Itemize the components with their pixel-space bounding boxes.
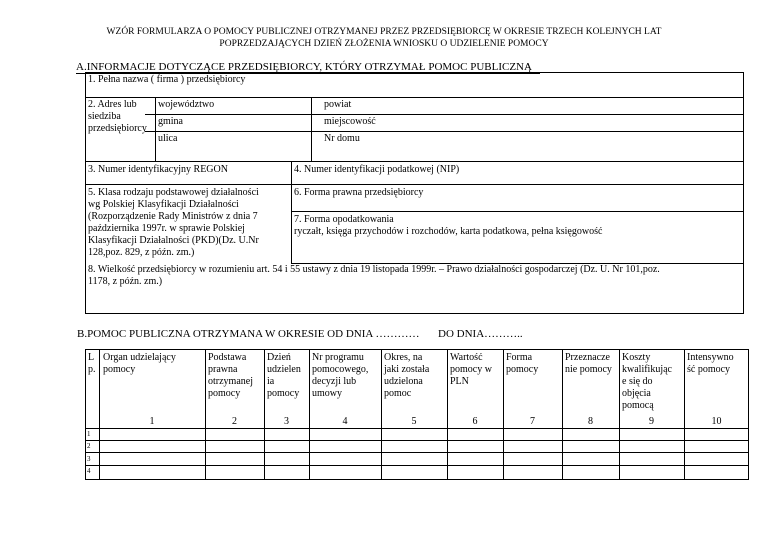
col-number: 7 [530, 416, 535, 427]
col-number: 10 [711, 416, 722, 427]
row-divider [85, 452, 749, 453]
field-nr-domu: Nr domu [324, 133, 360, 144]
col-divider [311, 97, 312, 161]
row-divider [85, 428, 749, 429]
row-divider [291, 211, 744, 212]
field-7-taxation: 7. Forma opodatkowania [294, 214, 394, 225]
row-divider [85, 161, 744, 162]
col-number: 6 [472, 416, 478, 427]
col-divider [562, 349, 563, 480]
col-divider [155, 97, 156, 161]
row-divider [145, 114, 744, 115]
col-divider [684, 349, 685, 480]
field-wojewodztwo: województwo [158, 99, 215, 110]
col-number: 5 [411, 416, 417, 427]
field-8-size: 1178, z późn. zm.) [88, 276, 163, 287]
col-divider [291, 161, 292, 263]
field-1-full-name: 1. Pełna nazwa ( firma ) przedsiębiorcy [88, 74, 246, 85]
field-8-size: 8. Wielkość przedsiębiorcy w rozumieniu art. 54 i 55 ustawy z dnia 19 listopada 1999r. – Prawo działalności gospodarczej (Dz. U. Nr 101,poz. [88, 264, 660, 275]
col-divider [264, 349, 265, 480]
field-5-pkd: Klasyfikacji Działalności (PKD)(Dz. U.Nr [88, 235, 259, 246]
row-number: 1 [87, 430, 91, 438]
col-divider [447, 349, 448, 480]
col-header-intensywnosc: Intensywno ść pomocy [687, 352, 734, 375]
row-number: 2 [87, 442, 91, 450]
row-number: 3 [87, 455, 91, 463]
col-number: 4 [342, 416, 348, 427]
field-ulica: ulica [158, 133, 178, 144]
col-header-podstawa: Podstawa prawna otrzymanej pomocy [208, 352, 253, 399]
field-5-pkd: 128,poz. 829, z późn. zm.) [88, 247, 195, 258]
row-divider [85, 465, 749, 466]
row-divider [145, 131, 744, 132]
row-divider [85, 97, 744, 98]
col-number: 2 [232, 416, 237, 427]
field-5-pkd: (Rozporządzenie Rady Ministrów z dnia 7 [88, 211, 258, 222]
field-4-nip: 4. Numer identyfikacji podatkowej (NIP) [294, 164, 460, 175]
col-divider [309, 349, 310, 480]
col-number: 9 [649, 416, 654, 427]
col-divider [205, 349, 206, 480]
col-header-przeznaczenie: Przeznacze nie pomocy [565, 352, 612, 375]
field-2-address-label: siedziba [88, 111, 121, 122]
row-divider [85, 184, 744, 185]
col-divider [503, 349, 504, 480]
col-divider [619, 349, 620, 480]
field-5-pkd: wg Polskiej Klasyfikacji Działalności [88, 199, 239, 210]
col-header-lp: L p. [88, 352, 96, 375]
col-number: 1 [149, 416, 155, 427]
col-header-wartosc: Wartość pomocy w PLN [450, 352, 492, 387]
form-title-line-1: WZÓR FORMULARZA O POMOCY PUBLICZNEJ OTRZYMANEJ PRZEZ PRZEDSIĘBIORCĘ W OKRESIE TRZECH KOLEJNYCH LAT [106, 27, 662, 37]
field-gmina: gmina [158, 116, 183, 127]
row-number: 4 [87, 467, 91, 475]
col-header-okres: Okres, na jaki została udzielona pomoc [384, 352, 430, 399]
section-b-date-to: DO DNIA……….. [438, 328, 523, 340]
field-3-regon: 3. Numer identyfikacyjny REGON [88, 164, 228, 175]
row-divider [85, 440, 749, 441]
col-header-dzien: Dzień udzielen ia pomocy [267, 352, 301, 399]
col-header-organ: Organ udzielający pomocy [103, 352, 176, 375]
field-5-pkd: października 1997r. w sprawie Polskiej [88, 223, 245, 234]
form-title-line-2: POPRZEDZAJĄCYCH DZIEŃ ZŁOŻENIA WNIOSKU O UDZIELENIE POMOCY [219, 39, 549, 49]
field-2-address-label: przedsiębiorcy [88, 123, 147, 134]
col-header-nr-programu: Nr programu pomocowego, decyzji lub umowy [312, 352, 369, 399]
field-7-taxation-options: ryczałt, księga przychodów i rozchodów, karta podatkowa, pełna księgowość [294, 226, 603, 237]
col-header-forma: Forma pomocy [506, 352, 539, 375]
col-header-koszty: Koszty kwalifikując e się do objęcia pomocą [622, 352, 672, 411]
col-number: 8 [588, 416, 593, 427]
col-divider [99, 349, 100, 480]
field-6-legal-form: 6. Forma prawna przedsiębiorcy [294, 187, 424, 198]
col-divider [381, 349, 382, 480]
field-5-pkd: 5. Klasa rodzaju podstawowej działalności [88, 187, 259, 198]
field-powiat: powiat [324, 99, 352, 110]
field-2-address-label: 2. Adres lub [88, 99, 137, 110]
section-a-heading: A.INFORMACJE DOTYCZĄCE PRZEDSIĘBIORCY, KTÓRY OTRZYMAŁ POMOC PUBLICZNĄ [76, 61, 532, 73]
field-miejscowosc: miejscowość [324, 116, 376, 127]
col-number: 3 [284, 416, 289, 427]
section-b-heading: B.POMOC PUBLICZNA OTRZYMANA W OKRESIE OD DNIA ………… [77, 328, 420, 340]
